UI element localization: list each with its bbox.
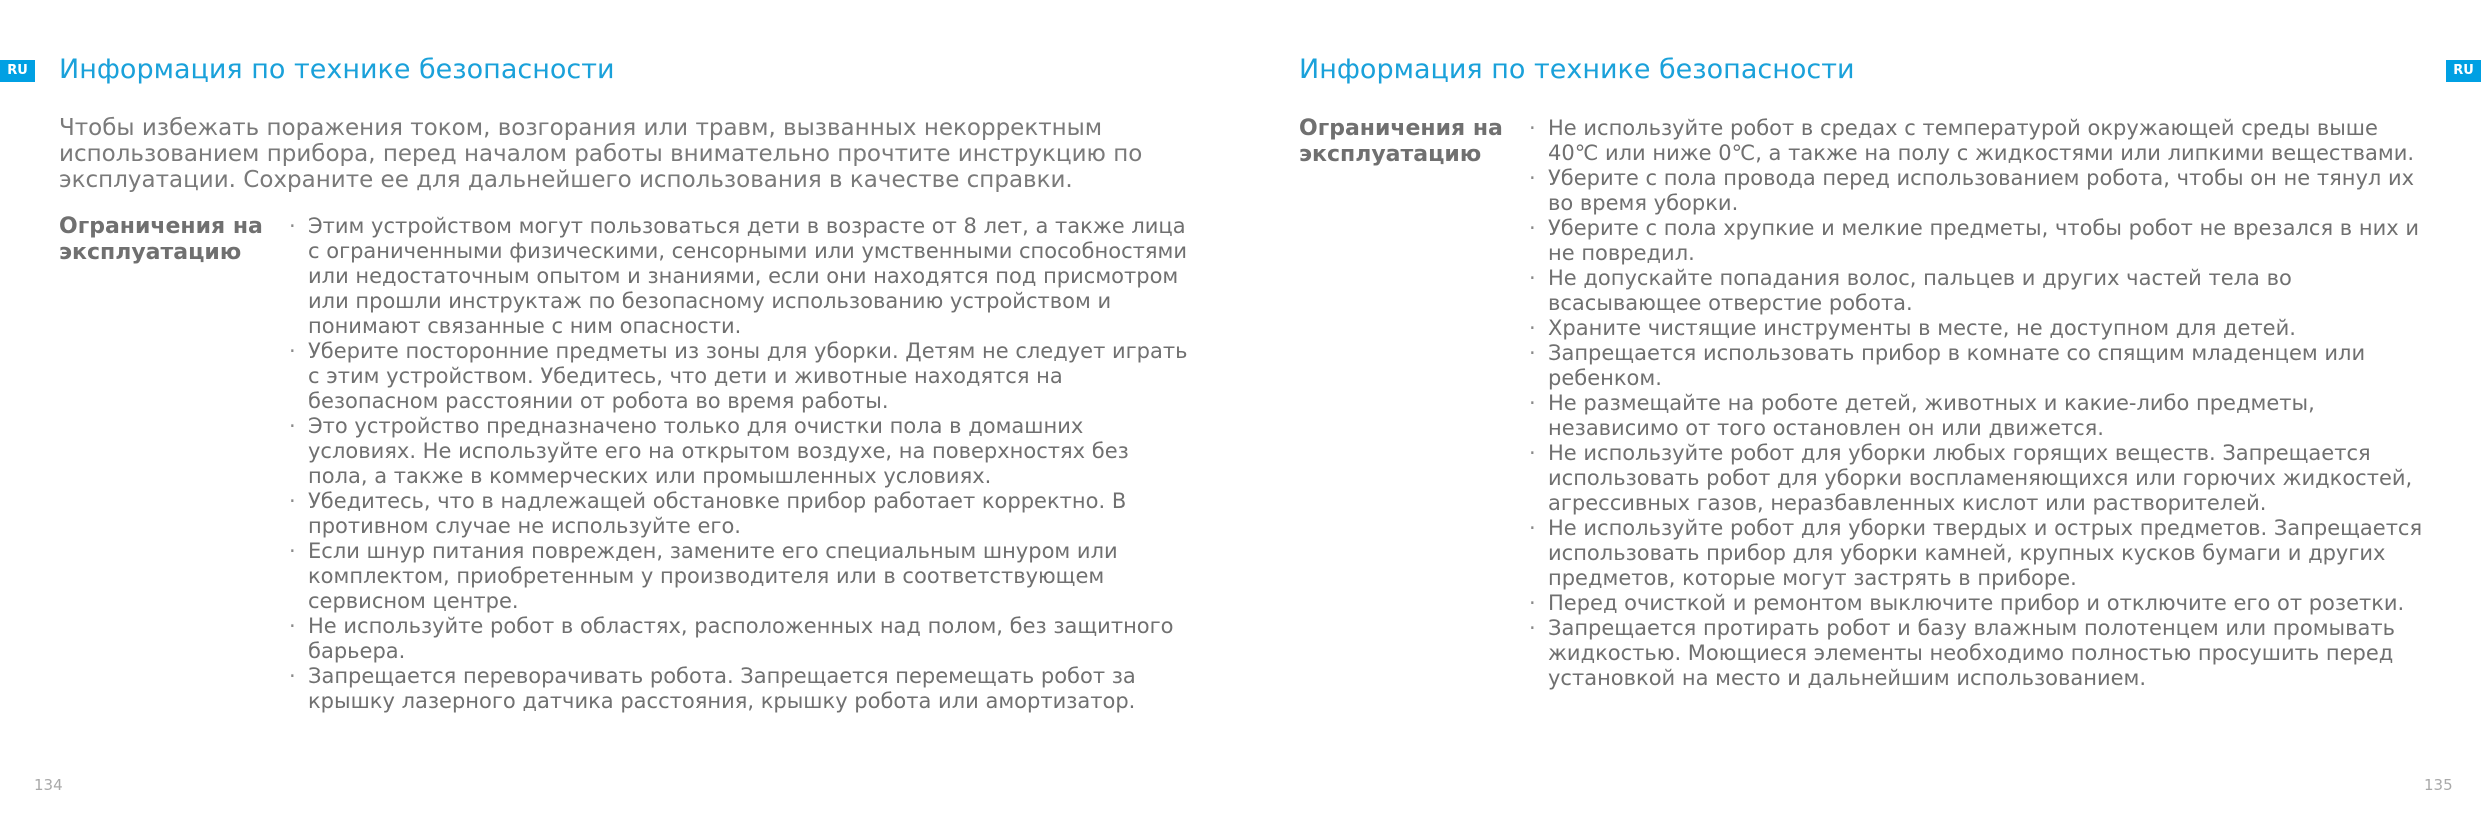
list-item: · Перед очисткой и ремонтом выключите прибор и отключите его от розетки. (1529, 591, 2429, 616)
list-item: · Уберите посторонние предметы из зоны для уборки. Детям не следует играть с этим устройством. Убедитесь, что дети и животные находятся на безопасном расстоянии от робота во время работы. (289, 339, 1189, 414)
list-item: · Запрещается переворачивать робота. Запрещается перемещать робот за крышку лазерного датчика расстояния, крышку робота или амортизатор. (289, 664, 1189, 714)
list-item: · Уберите с пола провода перед использованием робота, чтобы он не тянул их во время уборки. (1529, 166, 2429, 216)
section-label: Ограничения на эксплуатацию (59, 214, 263, 265)
list-item: · Запрещается протирать робот и базу влажным полотенцем или промывать жидкостью. Моющиеся элементы необходимо полностью просушить перед установкой на место и дальнейшим использованием. (1529, 616, 2429, 691)
language-tab: RU (2446, 60, 2481, 82)
left-page (0, 0, 1240, 827)
list-item: · Этим устройством могут пользоваться дети в возрасте от 8 лет, а также лица с ограниченными физическими, сенсорными или умственными способностями или недостаточным опытом и знаниями, если они находятся под присмотром или прошли инструктаж по безопасному использованию устройством и понимают связанные с ним опасности. (289, 214, 1189, 339)
right-page (1240, 0, 2480, 827)
list-item: · Не используйте робот в средах с температурой окружающей среды выше 40℃ или ниже 0℃, а также на полу с жидкостями или липкими веществами. (1529, 116, 2429, 166)
list-item: · Это устройство предназначено только для очистки пола в домашних условиях. Не используйте его на открытом воздухе, на поверхностях без пола, а также в коммерческих или промышленных условиях. (289, 414, 1189, 489)
page-number: 135 (2424, 776, 2453, 794)
bullet-list (1529, 116, 2429, 691)
page-title: Информация по технике безопасности (1299, 54, 1855, 85)
language-tab: RU (0, 60, 35, 82)
intro-paragraph: Чтобы избежать поражения током, возгорания или травм, вызванных некорректным использованием прибора, перед началом работы внимательно прочтите инструкцию по эксплуатации. Сохраните ее для дальнейшего использования в качестве справки. (59, 115, 1143, 193)
page-number: 134 (34, 776, 63, 794)
bullet-list (289, 214, 1189, 714)
list-item: · Не размещайте на роботе детей, животных и какие-либо предметы, независимо от того остановлен он или движется. (1529, 391, 2429, 441)
list-item: · Не используйте робот для уборки любых горящих веществ. Запрещается использовать робот для уборки воспламеняющихся или горючих жидкостей, агрессивных газов, неразбавленных кислот или растворителей. (1529, 441, 2429, 516)
list-item: · Запрещается использовать прибор в комнате со спящим младенцем или ребенком. (1529, 341, 2429, 391)
page-title: Информация по технике безопасности (59, 54, 615, 85)
section-label: Ограничения на эксплуатацию (1299, 116, 1503, 167)
list-item: · Убедитесь, что в надлежащей обстановке прибор работает корректно. В противном случае не используйте его. (289, 489, 1189, 539)
list-item: · Не допускайте попадания волос, пальцев и других частей тела во всасывающее отверстие робота. (1529, 266, 2429, 316)
list-item: · Если шнур питания поврежден, замените его специальным шнуром или комплектом, приобретенным у производителя или в соответствующем сервисном центре. (289, 539, 1189, 614)
list-item: · Не используйте робот в областях, расположенных над полом, без защитного барьера. (289, 614, 1189, 664)
list-item: · Уберите с пола хрупкие и мелкие предметы, чтобы робот не врезался в них и не повредил. (1529, 216, 2429, 266)
list-item: · Храните чистящие инструменты в месте, не доступном для детей. (1529, 316, 2429, 341)
list-item: · Не используйте робот для уборки твердых и острых предметов. Запрещается использовать прибор для уборки камней, крупных кусков бумаги и других предметов, которые могут застрять в приборе. (1529, 516, 2429, 591)
